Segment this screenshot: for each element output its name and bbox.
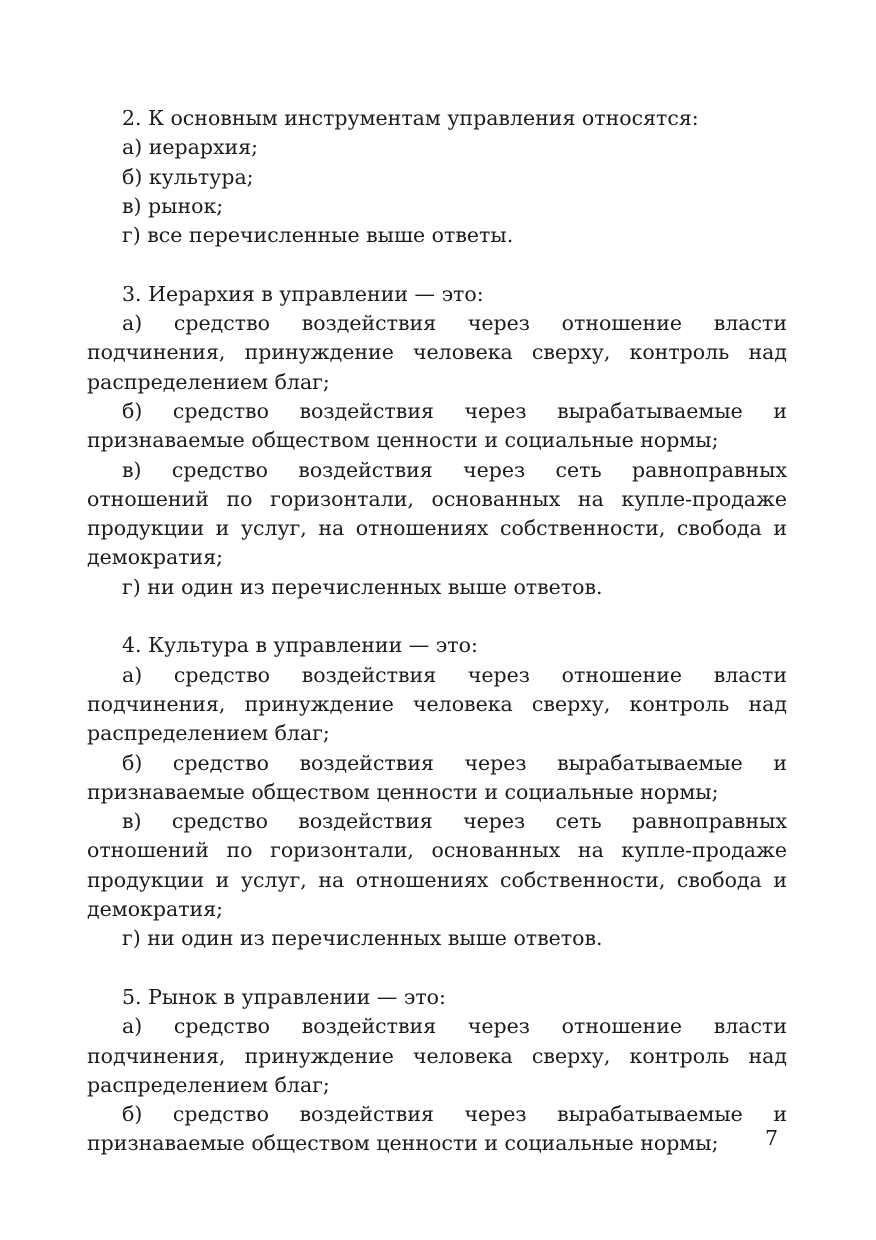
question-stem: 5. Рынок в управлении — это: (122, 984, 446, 1009)
question-5 (87, 983, 787, 1159)
page-number: 7 (764, 1126, 778, 1150)
answer-option: б) средство воздействия через вырабатываемые и признаваемые обществом ценности и социальные нормы; (87, 1102, 787, 1156)
answer-option: в) рынок; (122, 193, 224, 218)
answer-option: б) средство воздействия через вырабатываемые и признаваемые обществом ценности и социальные нормы; (87, 750, 787, 804)
question-2 (87, 104, 787, 250)
answer-option: а) средство воздействия через отношение власти подчинения, принуждение человека сверху, контроль над распределением благ; (87, 1014, 787, 1097)
answer-option: в) средство воздействия через сеть равноправных отношений по горизонтали, основанных на купле-продаже продукции и услуг, на отношениях собственности, свобода и демократия; (87, 809, 787, 922)
answer-option: а) иерархия; (122, 135, 259, 160)
question-stem: 2. К основным инструментам управления относятся: (122, 106, 699, 130)
answer-option: а) средство воздействия через отношение власти подчинения, принуждение человека сверху, контроль над распределением благ; (87, 662, 787, 746)
answer-option: б) культура; (122, 164, 254, 189)
answer-option: а) средство воздействия через отношение власти подчинения, принуждение человека сверху, контроль над распределением благ; (87, 311, 787, 394)
answer-option: г) ни один из перечисленных выше ответов. (122, 574, 603, 599)
question-stem: 3. Иерархия в управлении — это: (122, 281, 484, 306)
question-3 (87, 280, 787, 602)
answer-option: г) все перечисленные выше ответы. (122, 223, 514, 248)
question-stem: 4. Культура в управлении — это: (122, 633, 478, 658)
answer-option: б) средство воздействия через вырабатываемые и признаваемые обществом ценности и социальные нормы; (87, 398, 787, 453)
answer-option: г) ни один из перечисленных выше ответов. (122, 926, 603, 951)
page-body (87, 104, 787, 1188)
question-4 (87, 631, 787, 953)
answer-option: в) средство воздействия через сеть равноправных отношений по горизонтали, основанных на купле-продаже продукции и услуг, на отношениях собственности, свобода и демократия; (87, 457, 787, 570)
